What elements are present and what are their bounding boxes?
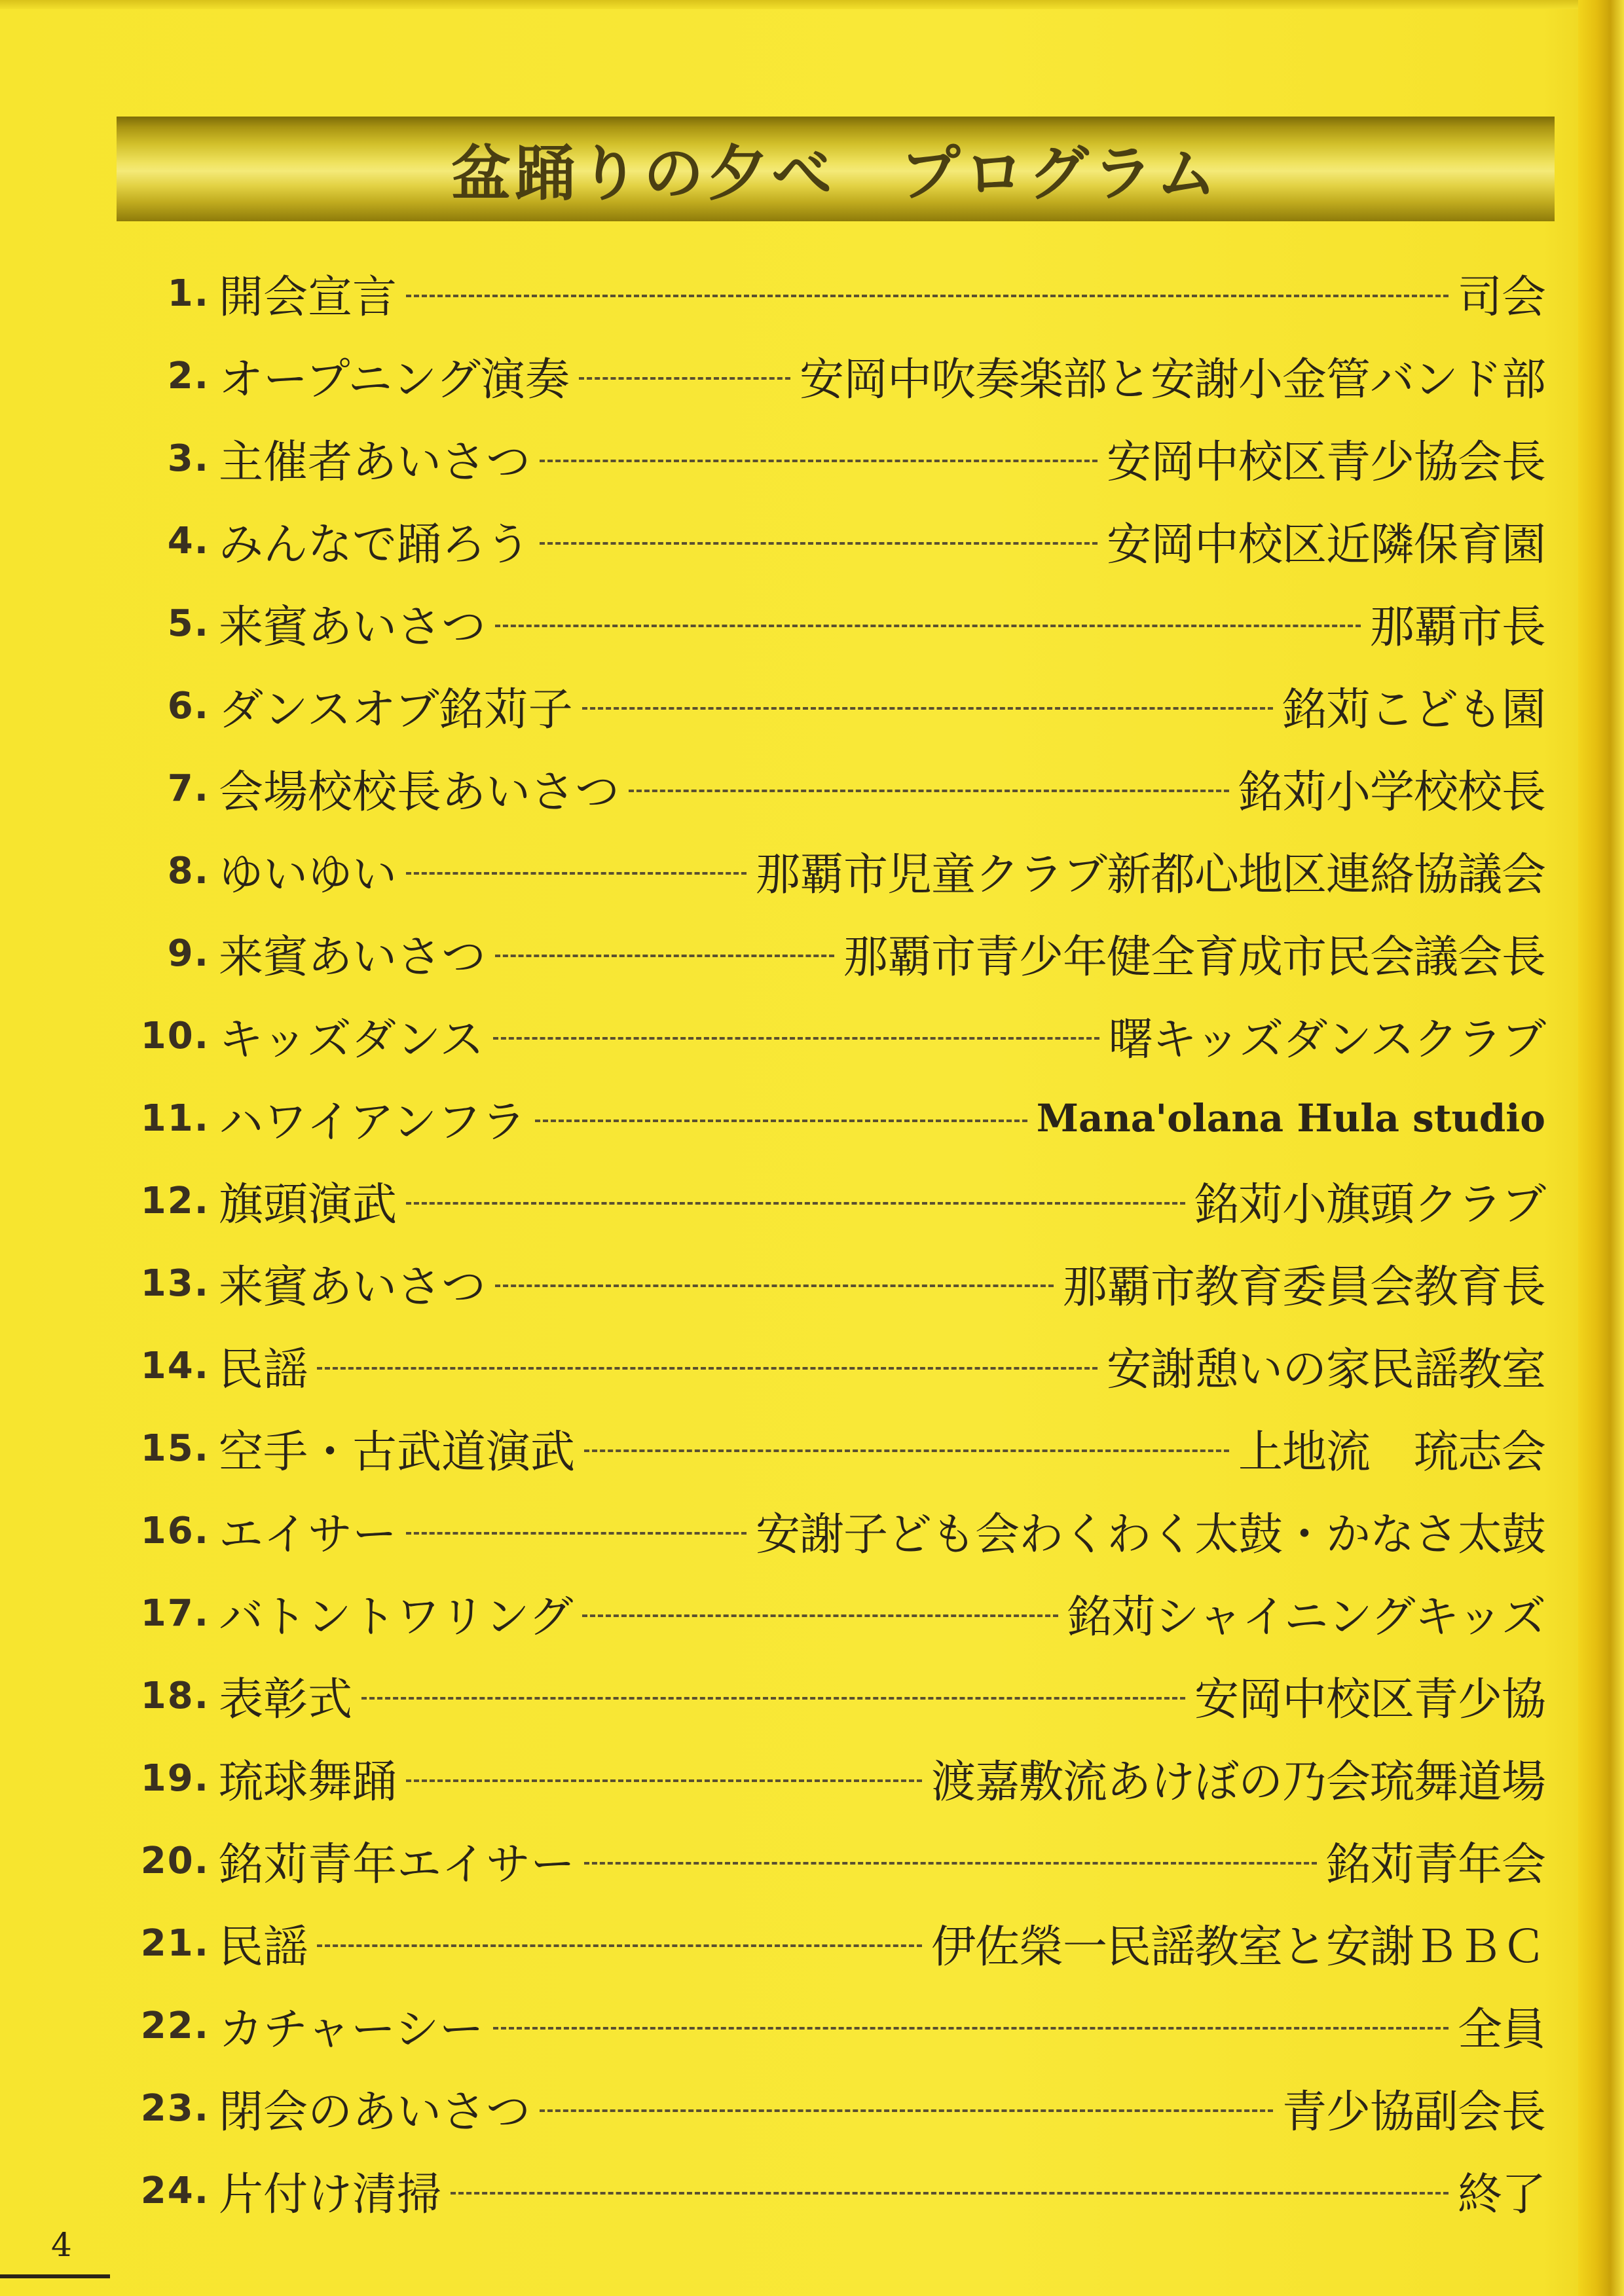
- program-item-title: 片付け清掃: [219, 2168, 442, 2221]
- program-performer: 上地流 琉志会: [1238, 1426, 1545, 1478]
- program-item-title: 開会宣言: [219, 271, 397, 323]
- program-item-title: 旗頭演武: [219, 1178, 397, 1231]
- program-row: [111, 747, 1545, 829]
- program-performer: 銘苅こども園: [1282, 683, 1545, 736]
- program-performer: 安謝子ども会わくわく太鼓・かなさ太鼓: [755, 1508, 1545, 1561]
- program-performer: Mana'olana Hula studio: [1036, 1096, 1545, 1140]
- program-number: 24.: [140, 2169, 210, 2212]
- dotted-leader: [629, 790, 1229, 792]
- program-item-title: 会場校校長あいさつ: [219, 766, 620, 818]
- program-performer: 安岡中校区近隣保育園: [1106, 519, 1545, 571]
- program-item-title: 民謡: [219, 1343, 308, 1396]
- program-item-title: キッズダンス: [219, 1013, 485, 1066]
- program-performer: 全員: [1457, 2003, 1545, 2056]
- program-row: [111, 417, 1545, 500]
- dotted-leader: [317, 1367, 1098, 1370]
- program-number: 22.: [140, 2004, 210, 2047]
- dotted-leader: [495, 1285, 1054, 1287]
- program-item-title: 主催者あいさつ: [219, 436, 531, 488]
- program-performer: 銘苅シャイニングキッズ: [1067, 1591, 1545, 1643]
- program-item-title: エイサー: [219, 1508, 397, 1561]
- program-number: 6.: [167, 684, 210, 727]
- program-number: 17.: [140, 1592, 210, 1635]
- program-number: 10.: [140, 1014, 210, 1057]
- program-row: [111, 1407, 1545, 1489]
- program-number: 14.: [140, 1344, 210, 1387]
- program-row: [111, 1737, 1545, 1819]
- program-item-title: バトントワリング: [219, 1591, 574, 1643]
- program-number: 15.: [140, 1427, 210, 1470]
- program-performer: 安岡中校区青少協会長: [1106, 436, 1545, 488]
- program-performer: 銘苅青年会: [1325, 1838, 1545, 1891]
- program-item-title: 琉球舞踊: [219, 1756, 397, 1808]
- program-item-title: ゆいゆい: [219, 848, 397, 901]
- program-number: 7.: [167, 767, 210, 810]
- program-item-title: 閉会のあいさつ: [219, 2086, 531, 2138]
- dotted-leader: [406, 295, 1449, 297]
- program-item-title: 来賓あいさつ: [219, 1261, 487, 1313]
- dotted-leader: [317, 1944, 922, 1947]
- program-row: [111, 1902, 1545, 1984]
- program-row: [111, 1242, 1545, 1324]
- dotted-leader: [579, 377, 790, 380]
- program-number: 3.: [167, 437, 210, 480]
- dotted-leader: [406, 872, 747, 875]
- program-item-title: ハワイアンフラ: [219, 1096, 526, 1148]
- program-number: 2.: [167, 354, 210, 397]
- page-top-edge: [0, 0, 1578, 9]
- dotted-leader: [584, 1449, 1229, 1452]
- program-row: [111, 2149, 1545, 2232]
- dotted-leader: [540, 542, 1098, 545]
- dotted-leader: [493, 1037, 1099, 1040]
- program-performer: 那覇市児童クラブ新都心地区連絡協議会: [755, 848, 1545, 901]
- program-item-title: カチャーシー: [219, 2003, 484, 2056]
- page-binding-edge: [1578, 0, 1624, 2296]
- dotted-leader: [495, 625, 1361, 627]
- program-number: 13.: [140, 1262, 210, 1305]
- dotted-leader: [582, 1614, 1058, 1617]
- program-item-title: 来賓あいさつ: [219, 601, 487, 653]
- program-performer: 銘苅小旗頭クラブ: [1194, 1178, 1545, 1231]
- program-performer: 司会: [1457, 271, 1545, 323]
- program-performer: 曙キッズダンスクラブ: [1108, 1013, 1545, 1066]
- program-number: 11.: [140, 1097, 210, 1140]
- program-performer: 青少協副会長: [1282, 2086, 1545, 2138]
- program-item-title: みんなで踊ろう: [219, 519, 531, 571]
- dotted-leader: [406, 1532, 747, 1535]
- dotted-leader: [540, 2109, 1273, 2112]
- program-item-title: 表彰式: [219, 1673, 353, 1726]
- program-performer: 伊佐榮一民謡教室と安謝ＢＢＣ: [931, 1921, 1545, 1973]
- program-row: [111, 1324, 1545, 1407]
- program-row: [111, 1077, 1545, 1159]
- program-number: 12.: [140, 1179, 210, 1222]
- program-row: [111, 1489, 1545, 1572]
- program-performer: 那覇市青少年健全育成市民会議会長: [843, 931, 1545, 983]
- program-number: 4.: [167, 519, 210, 562]
- program-number: 20.: [140, 1839, 210, 1882]
- program-item-title: 銘苅青年エイサー: [219, 1838, 576, 1891]
- program-performer: 安岡中校区青少協: [1194, 1673, 1545, 1726]
- program-row: [111, 829, 1545, 912]
- program-row: [111, 2067, 1545, 2149]
- program-performer: 那覇市長: [1369, 601, 1545, 653]
- program-item-title: 来賓あいさつ: [219, 931, 487, 983]
- program-number: 19.: [140, 1757, 210, 1800]
- title-banner: [117, 117, 1555, 221]
- program-number: 16.: [140, 1509, 210, 1552]
- program-row: [111, 994, 1545, 1077]
- program-row: [111, 912, 1545, 994]
- program-item-title: 空手・古武道演武: [219, 1426, 576, 1478]
- program-row: [111, 1984, 1545, 2067]
- program-performer: 安岡中吹奏楽部と安謝小金管バンド部: [799, 354, 1545, 406]
- program-row: [111, 582, 1545, 665]
- program-performer: 安謝憩いの家民謡教室: [1106, 1343, 1545, 1396]
- program-number: 21.: [140, 1922, 210, 1965]
- program-item-title: ダンスオブ銘苅子: [219, 683, 573, 736]
- page-title: 盆踊りの夕べ プログラム: [451, 138, 1221, 209]
- program-number: 5.: [167, 602, 210, 645]
- program-row: [111, 665, 1545, 747]
- program-number: 23.: [140, 2086, 210, 2130]
- dotted-leader: [584, 1862, 1317, 1865]
- program-row: [111, 335, 1545, 417]
- program-row: [111, 1572, 1545, 1654]
- dotted-leader: [361, 1697, 1185, 1700]
- program-item-title: 民謡: [219, 1921, 308, 1973]
- page-number: 4: [51, 2226, 72, 2264]
- program-row: [111, 1159, 1545, 1242]
- program-number: 8.: [167, 849, 210, 892]
- program-number: 18.: [140, 1674, 210, 1717]
- page-number-rule: [0, 2274, 110, 2278]
- program-performer: 那覇市教育委員会教育長: [1062, 1261, 1545, 1313]
- program-performer: 銘苅小学校校長: [1238, 766, 1545, 818]
- program-item-title: オープニング演奏: [219, 354, 570, 406]
- dotted-leader: [451, 2192, 1449, 2195]
- dotted-leader: [406, 1202, 1185, 1205]
- dotted-leader: [495, 955, 834, 957]
- program-row: [111, 1654, 1545, 1737]
- dotted-leader: [582, 707, 1273, 710]
- dotted-leader: [535, 1120, 1027, 1122]
- dotted-leader: [493, 2027, 1449, 2030]
- dotted-leader: [406, 1779, 922, 1782]
- program-performer: 終了: [1457, 2168, 1545, 2221]
- program-row: [111, 1819, 1545, 1902]
- dotted-leader: [540, 460, 1098, 462]
- program-performer: 渡嘉敷流あけぼの乃会琉舞道場: [931, 1756, 1545, 1808]
- program-row: [111, 500, 1545, 582]
- program-number: 1.: [167, 272, 210, 315]
- program-number: 9.: [167, 932, 210, 975]
- program-row: [111, 252, 1545, 335]
